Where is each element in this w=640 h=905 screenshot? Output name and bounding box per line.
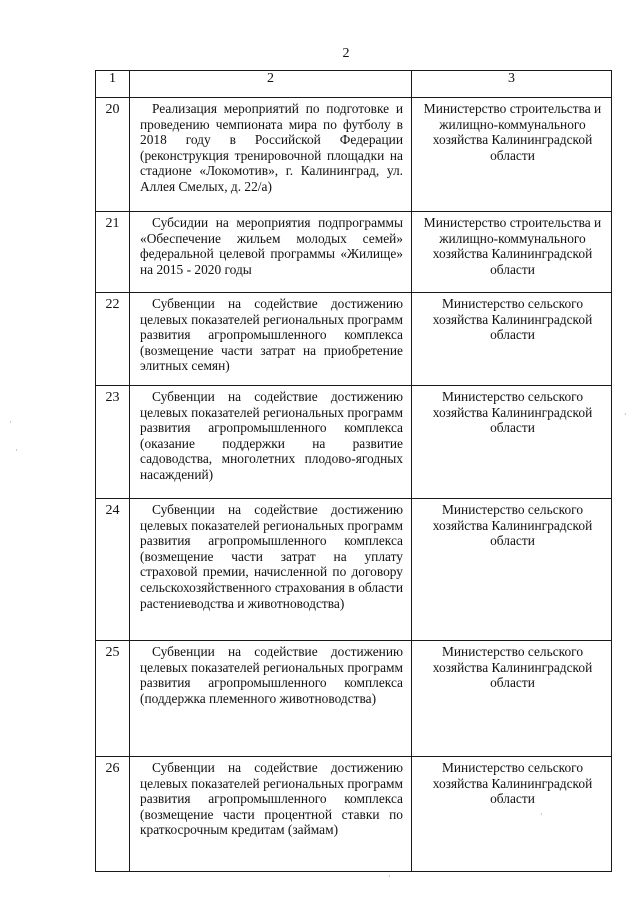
column-header-2: 2 (130, 71, 412, 98)
table-row (96, 293, 612, 386)
row-description: Субвенции на содействие достижению целевых показателей региональных программ развития агропромышленного комплекса (оказание поддержки на развитие садоводства, многолетних плодово-ягодных насаждений) (130, 386, 412, 499)
row-organization: Министерство сельского хозяйства Калининградской области (412, 386, 612, 499)
row-number: 20 (96, 98, 130, 212)
scan-speck: · (9, 418, 12, 428)
row-description: Субвенции на содействие достижению целевых показателей региональных программ развития агропромышленного комплекса (поддержка племенного животноводства) (130, 641, 412, 757)
column-header-3: 3 (412, 71, 612, 98)
row-description: Субвенции на содействие достижению целевых показателей региональных программ развития агропромышленного комплекса (возмещение части процентной ставки по краткосрочным кредитам (займам) (130, 757, 412, 872)
scan-speck: · (15, 446, 18, 456)
row-organization: Министерство сельского хозяйства Калининградской области (412, 293, 612, 386)
row-organization: Министерство сельского хозяйства Калининградской области (412, 499, 612, 641)
row-number: 25 (96, 641, 130, 757)
row-description: Субвенции на содействие достижению целевых показателей региональных программ развития агропромышленного комплекса (возмещение части затрат на уплату страховой премии, начисленной по договору сельскохозяйственного страхования в области растениеводства и животноводства) (130, 499, 412, 641)
scan-speck: · (624, 410, 627, 420)
row-description: Субвенции на содействие достижению целевых показателей региональных программ развития агропромышленного комплекса (возмещение части затрат на приобретение элитных семян) (130, 293, 412, 386)
document-table (95, 70, 612, 872)
page-number: 2 (342, 46, 350, 61)
row-organization: Министерство сельского хозяйства Калининградской области (412, 641, 612, 757)
row-number: 24 (96, 499, 130, 641)
row-number: 26 (96, 757, 130, 872)
column-header-1: 1 (96, 71, 130, 98)
scan-speck: · (540, 810, 543, 820)
row-number: 22 (96, 293, 130, 386)
scan-speck: · (388, 872, 391, 882)
table-header-row (96, 71, 612, 98)
table-row (96, 757, 612, 872)
table-row (96, 98, 612, 212)
table-row (96, 386, 612, 499)
table-row (96, 499, 612, 641)
table-row (96, 212, 612, 293)
row-organization: Министерство строительства и жилищно-коммунального хозяйства Калининградской области (412, 98, 612, 212)
row-description: Субсидии на мероприятия подпрограммы «Обеспечение жильем молодых семей» федеральной целевой программы «Жилище» на 2015 - 2020 годы (130, 212, 412, 293)
row-organization: Министерство сельского хозяйства Калининградской области (412, 757, 612, 872)
table-row (96, 641, 612, 757)
row-number: 21 (96, 212, 130, 293)
row-description: Реализация мероприятий по подготовке и проведению чемпионата мира по футболу в 2018 году в Российской Федерации (реконструкция тренировочной площадки на стадионе «Локомотив», г. Калининград, ул. Аллея Смелых, д. 22/а) (130, 98, 412, 212)
row-number: 23 (96, 386, 130, 499)
row-organization: Министерство строительства и жилищно-коммунального хозяйства Калининградской области (412, 212, 612, 293)
